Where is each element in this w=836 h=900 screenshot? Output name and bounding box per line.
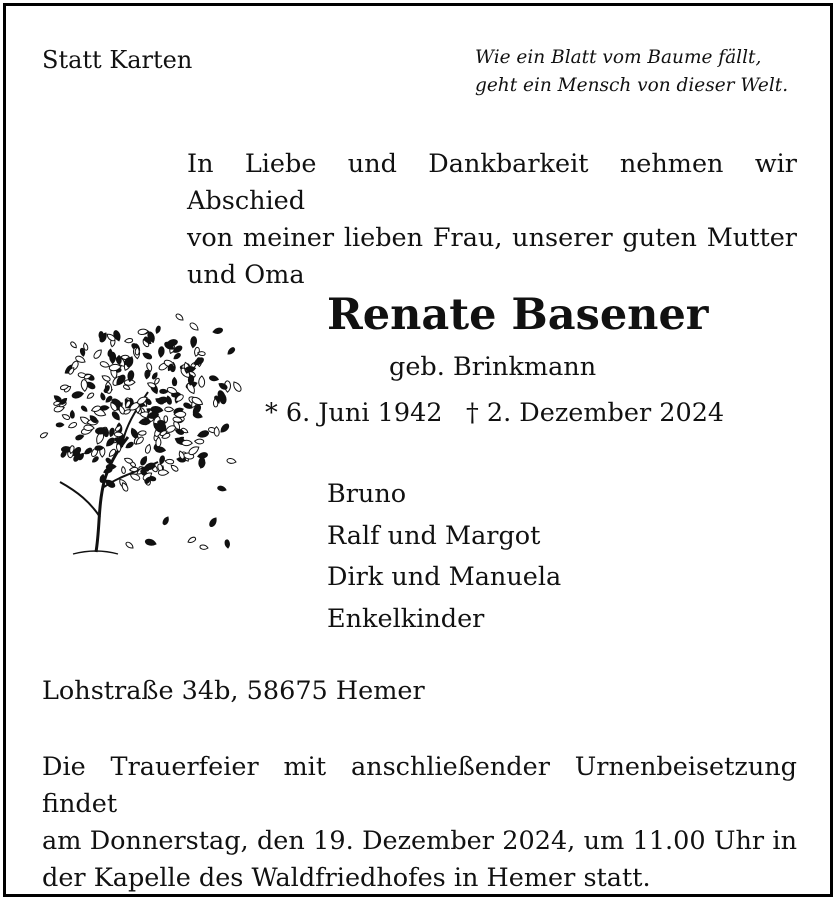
service-line-3: der Kapelle des Waldfriedhofes in Hemer statt. [42, 863, 651, 893]
quote [475, 44, 788, 100]
family-member: Bruno [327, 479, 407, 509]
tree-with-falling-leaves-icon [38, 312, 243, 562]
intro-line-3: und Oma [187, 260, 305, 290]
birth-name: geb. Brinkmann [389, 352, 597, 382]
address: Lohstraße 34b, 58675 Hemer [42, 676, 425, 706]
service-line-1: Die Trauerfeier mit anschließender Urnenbeisetzung findet [42, 752, 797, 819]
deceased-name: Renate Basener [327, 290, 709, 340]
service-details [42, 749, 797, 897]
family-member: Enkelkinder [327, 603, 485, 634]
intro-text [187, 146, 797, 294]
quote-line-1: Wie ein Blatt vom Baume fällt, [475, 47, 762, 68]
death-date: † 2. Dezember 2024 [466, 398, 725, 428]
intro-line-1: In Liebe und Dankbarkeit nehmen wir Abschied [187, 149, 797, 216]
family-member: Dirk und Manuela [327, 562, 562, 592]
family-member: Ralf und Margot [327, 520, 541, 551]
intro-line-2: von meiner lieben Frau, unserer guten Mutter [187, 223, 797, 253]
quote-line-2: geht ein Mensch von dieser Welt. [475, 75, 789, 96]
birth-date: * 6. Juni 1942 [265, 398, 443, 428]
leaf-cluster [40, 313, 243, 550]
service-line-2: am Donnerstag, den 19. Dezember 2024, um 11.00 Uhr in [42, 826, 797, 856]
statt-karten-label: Statt Karten [42, 46, 193, 74]
family-list [327, 474, 561, 640]
